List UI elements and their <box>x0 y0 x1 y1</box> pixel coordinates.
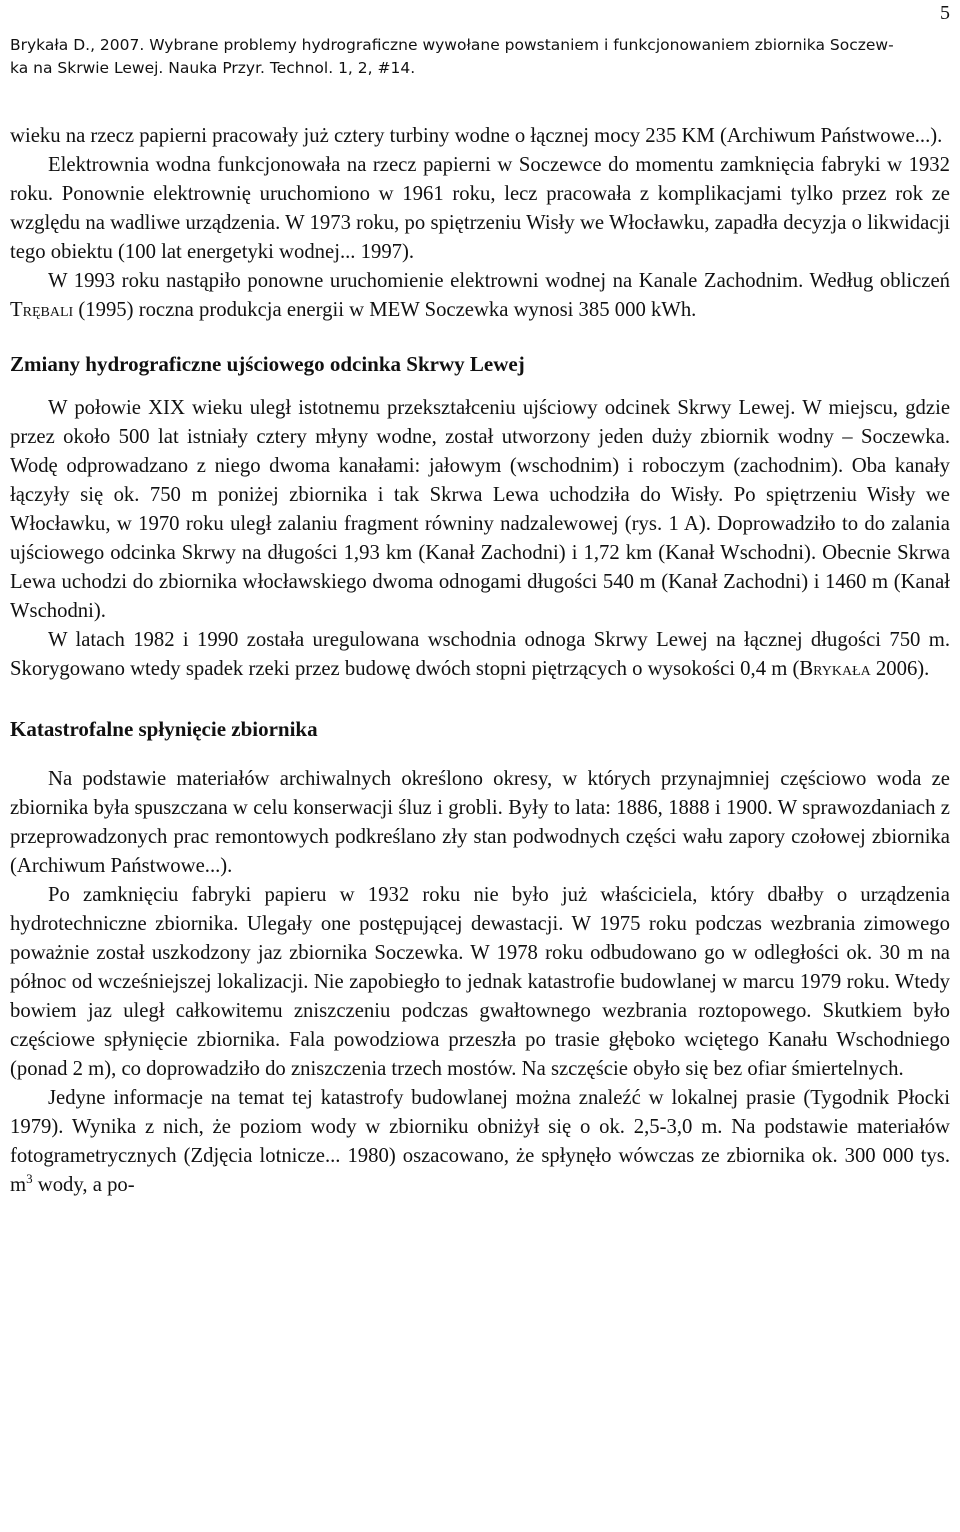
paragraph-8 <box>10 1084 950 1200</box>
paragraph-3-text-a: W 1993 roku nastąpiło ponowne uruchomienie elektrowni wodnej na Kanale Zachodnim. Według obliczeń <box>48 270 950 292</box>
paragraph-2: Elektrownia wodna funkcjonowała na rzecz papierni w Soczewce do momentu zamknięcia fabryki w 1932 roku. Ponownie elektrownię uruchomiono w 1961 roku, lecz pracowała z komplikacjami tylko przez rok ze względu na wadliwe urządzenia. W 1973 roku, po spiętrzeniu Wisły we Włocławku, zapadła decyzja o likwidacji tego obiektu (100 lat energetyki wodnej... 1997). <box>10 154 950 263</box>
author-citation: Brykała <box>799 658 871 680</box>
header-line-1: Brykała D., 2007. Wybrane problemy hydrograficzne wywołane powstaniem i funkcjonowaniem zbiornika Soczew- <box>10 36 894 54</box>
paragraph-8-text-a: Jedyne informacje na temat tej katastrofy budowlanej można znaleźć w lokalnej prasie (Tygodnik Płocki 1979). Wynika z nich, że poziom wody w zbiorniku obniżył się o ok. 2,5-3,0 m. Na podstawie materiałów fotogrametrycznych (Zdjęcia lotnicze... 1980) oszacowano, że spłynęło wówczas ze zbiornika ok. 300 000 tys. m <box>10 1087 950 1196</box>
paragraph-5-text-b: 2006). <box>870 658 930 680</box>
paragraph-8-text-b: wody, a po- <box>32 1174 135 1196</box>
running-header <box>10 34 950 80</box>
section-heading-1: Zmiany hydrograficzne ujściowego odcinka Skrwy Lewej <box>10 352 525 376</box>
paragraph-6: Na podstawie materiałów archiwalnych określono okresy, w których przynajmniej częściowo woda ze zbiornika była spuszczana w celu konserwacji śluz i grobli. Były to lata: 1886, 1888 i 1900. W sprawozdaniach z przeprowadzonych prac remontowych podkreślano zły stan podwodnych części wału zapory czołowej zbiornika (Archiwum Państwowe...). <box>10 768 950 877</box>
paragraph-5 <box>10 626 950 684</box>
page-number: 5 <box>940 2 950 24</box>
paragraph-3 <box>10 267 950 325</box>
header-line-2: ka na Skrwie Lewej. Nauka Przyr. Technol. 1, 2, #14. <box>10 59 416 77</box>
body-text <box>10 122 950 1200</box>
paragraph-7: Po zamknięciu fabryki papieru w 1932 roku nie było już właściciela, który dbałby o urządzenia hydrotechniczne zbiornika. Ulegały one postępującej dewastacji. W 1975 roku podczas wezbrania zimowego poważnie został uszkodzony jaz zbiornika Soczewka. W 1978 roku odbudowano go w odległości ok. 30 m na północ od wcześniejszej lokalizacji. Nie zapobiegło to jednak katastrofie budowlanej w marcu 1979 roku. Wtedy bowiem jaz uległ całkowitemu zniszczeniu podczas gwałtownego wezbrania roztopowego. Skutkiem było częściowe spłynięcie zbiornika. Fala powodziowa przeszła po trasie głęboko wciętego Kanału Wschodniego (ponad 2 m), co doprowadziło do zniszczenia trzech mostów. Na szczęście obyło się bez ofiar śmiertelnych. <box>10 884 950 1080</box>
paragraph-1: wieku na rzecz papierni pracowały już cztery turbiny wodne o łącznej mocy 235 KM (Archiwum Państwowe...). <box>10 125 943 147</box>
author-citation: Trębali <box>10 299 74 321</box>
paragraph-3-text-b: (1995) roczna produkcja energii w MEW Soczewka wynosi 385 000 kWh. <box>73 299 697 321</box>
superscript: 3 <box>26 1171 33 1187</box>
paragraph-4: W połowie XIX wieku uległ istotnemu przekształceniu ujściowy odcinek Skrwy Lewej. W miejscu, gdzie przez około 500 lat istniały cztery młyny wodne, został utworzony jeden duży zbiornik wodny – Soczewka. Wodę odprowadzano z niego dwoma kanałami: jałowym (wschodnim) i roboczym (zachodnim). Oba kanały łączyły się ok. 750 m poniżej zbiornika i tak Skrwa Lewa uchodziła do Wisły. Po spiętrzeniu Wisły we Włocławku, w 1970 roku uległ zalaniu fragment równiny nadzalewowej (rys. 1 A). Doprowadziło to do zalania ujściowego odcinka Skrwy na długości 1,93 km (Kanał Zachodni) i 1,72 km (Kanał Wschodni). Obecnie Skrwa Lewa uchodzi do zbiornika włocławskiego dwoma odnogami długości 540 m (Kanał Zachodni) i 1460 m (Kanał Wschodni). <box>10 397 950 622</box>
paragraph-5-text-a: W latach 1982 i 1990 została uregulowana wschodnia odnoga Skrwy Lewej na łącznej długości 750 m. Skorygowano wtedy spadek rzeki przez budowę dwóch stopni piętrzących o wysokości 0,4 m ( <box>10 629 950 680</box>
section-heading-2: Katastrofalne spłynięcie zbiornika <box>10 717 318 741</box>
